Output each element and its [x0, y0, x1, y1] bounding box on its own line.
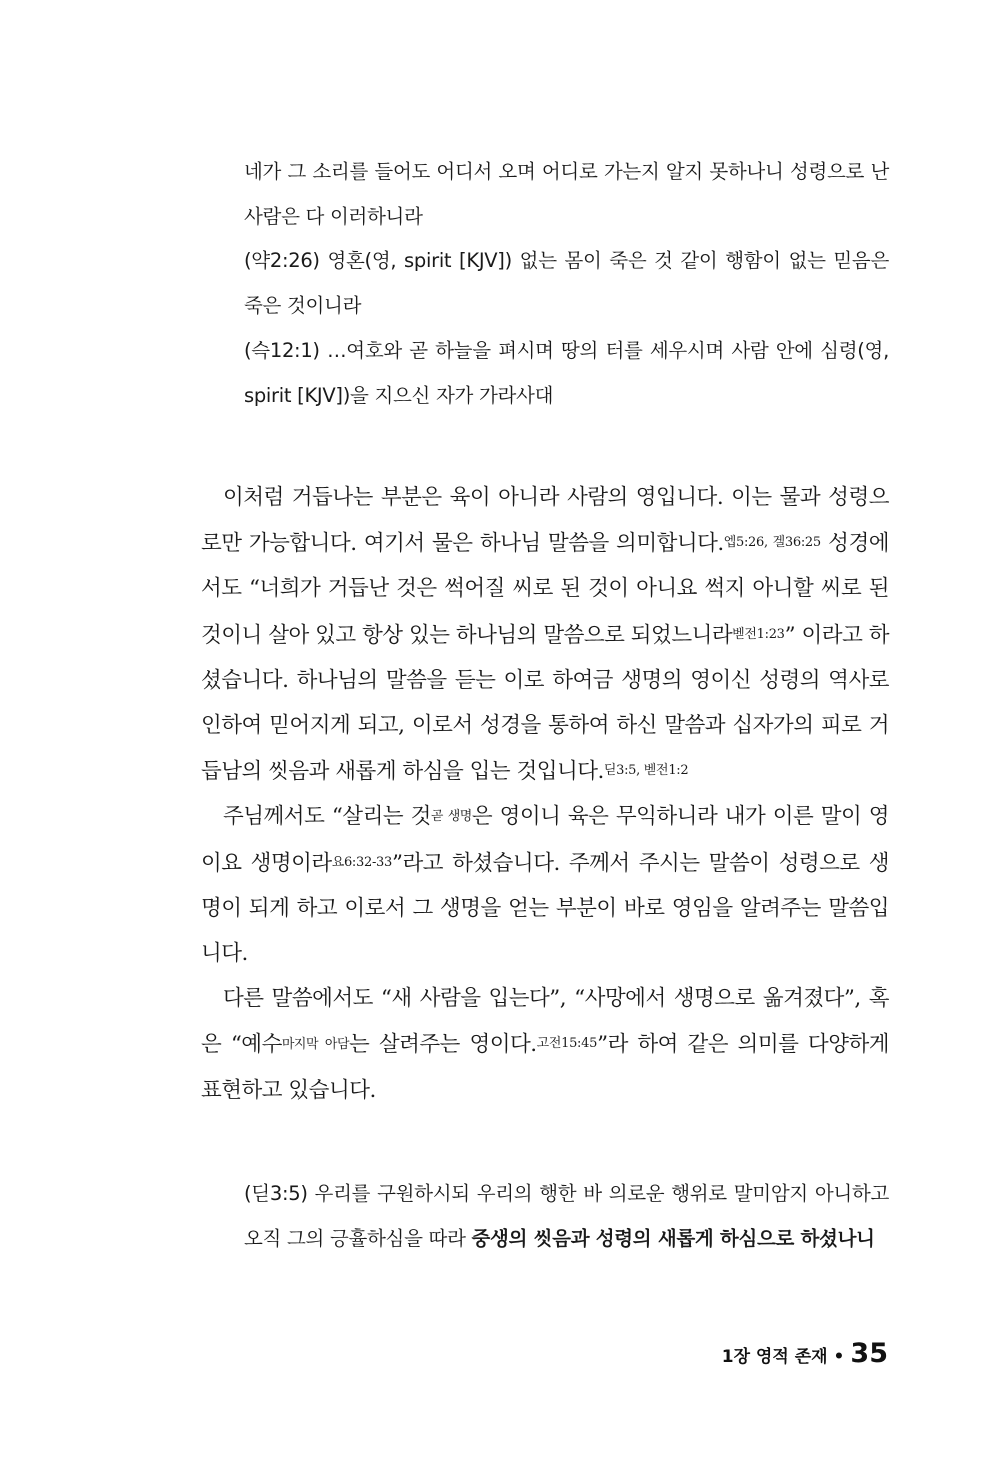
- quote-paragraph: (슥12:1) …여호와 곧 하늘을 펴시며 땅의 터를 세우시며 사람 안에 심령(영, spirit [KJV])을 지으신 자가 가라사대: [244, 338, 889, 407]
- scripture-reference: 딛3:5, 벧전1:2: [603, 763, 689, 779]
- body-paragraph: [201, 475, 889, 794]
- body-text-run: 성경에서도 “너희가 거듭난 것은 썩어질 씨로 된 것이 아니요 썩지 아니할 씨로 된 것이니 살아 있고 항상 있는 하나님의 말씀으로 되었느니라: [201, 531, 889, 648]
- page-footer: [722, 1338, 888, 1369]
- scripture-reference: 엡5:26, 겔36:25: [723, 535, 821, 551]
- body-text-run: 는 살려주는 영이다.: [349, 1032, 537, 1058]
- quote-text-run: (딛3:5) 우리를 구원하시되 우리의 행한 바 의로운 행위로 말미암지 아니하고 오직 그의 긍휼하심을 따라: [244, 1182, 889, 1250]
- scripture-quote-top: [244, 150, 889, 418]
- quote-paragraph: [244, 1172, 889, 1261]
- scripture-reference: 벧전1:23: [732, 626, 785, 642]
- body-text-run: ” 이라고 하셨습니다. 하나님의 말씀을 듣는 이로 하여금 생명의 영이신 성령의 역사로 인하여 믿어지게 되고, 이로서 성경을 통하여 하신 말씀과 십자가의 피로 거듭남의 씻음과 새롭게 하심을 입는 것입니다.: [201, 622, 889, 785]
- inline-gloss: 마지막 아담: [281, 1037, 349, 1053]
- body-text-run: 이처럼 거듭나는 부분은 육이 아니라 사람의 영입니다. 이는 물과 성령으로만 가능합니다. 여기서 물은 하나님 말씀을 의미합니다.: [201, 485, 889, 557]
- chapter-title: 1장 영적 존재: [721, 1347, 828, 1367]
- body-paragraph: [201, 794, 889, 976]
- scripture-reference: 고전15:45: [536, 1036, 598, 1052]
- page-number: 35: [850, 1338, 888, 1369]
- body-text-run: ”라고 하셨습니다. 주께서 주시는 말씀이 성령으로 생명이 되게 하고 이로서 그 생명을 얻는 부분이 바로 영임을 알려주는 말씀입니다.: [201, 850, 889, 967]
- quote-paragraph: 네가 그 소리를 들어도 어디서 오며 어디로 가는지 알지 못하나니 성령으로 난 사람은 다 이러하니라: [244, 160, 889, 228]
- scripture-reference: 요6:32-33: [331, 854, 392, 870]
- inline-gloss: 곧 생명: [430, 809, 472, 825]
- body-text: [201, 475, 889, 1113]
- bullet-separator: •: [833, 1347, 845, 1367]
- quote-paragraph: (약2:26) 영혼(영, spirit [KJV]) 없는 몸이 죽은 것 같이 행함이 없는 믿음은 죽은 것이니라: [244, 249, 889, 318]
- body-text-run: ”라 하여 같은 의미를 다양하게 표현하고 있습니다.: [201, 1032, 889, 1103]
- body-text-run: 주님께서도 “살리는 것: [223, 804, 431, 830]
- scripture-quote-bottom: [244, 1172, 889, 1261]
- body-text-run: 은 영이니 육은 무익하니라 내가 이른 말이 영이요 생명이라: [201, 804, 889, 876]
- body-text-run: 다른 말씀에서도 “새 사람을 입는다”, “사망에서 생명으로 옮겨졌다”, 혹은 “예수: [201, 986, 889, 1058]
- body-paragraph: [201, 976, 889, 1113]
- quote-emphasis: 중생의 씻음과 성령의 새롭게 하심으로 하셨나니: [471, 1226, 875, 1250]
